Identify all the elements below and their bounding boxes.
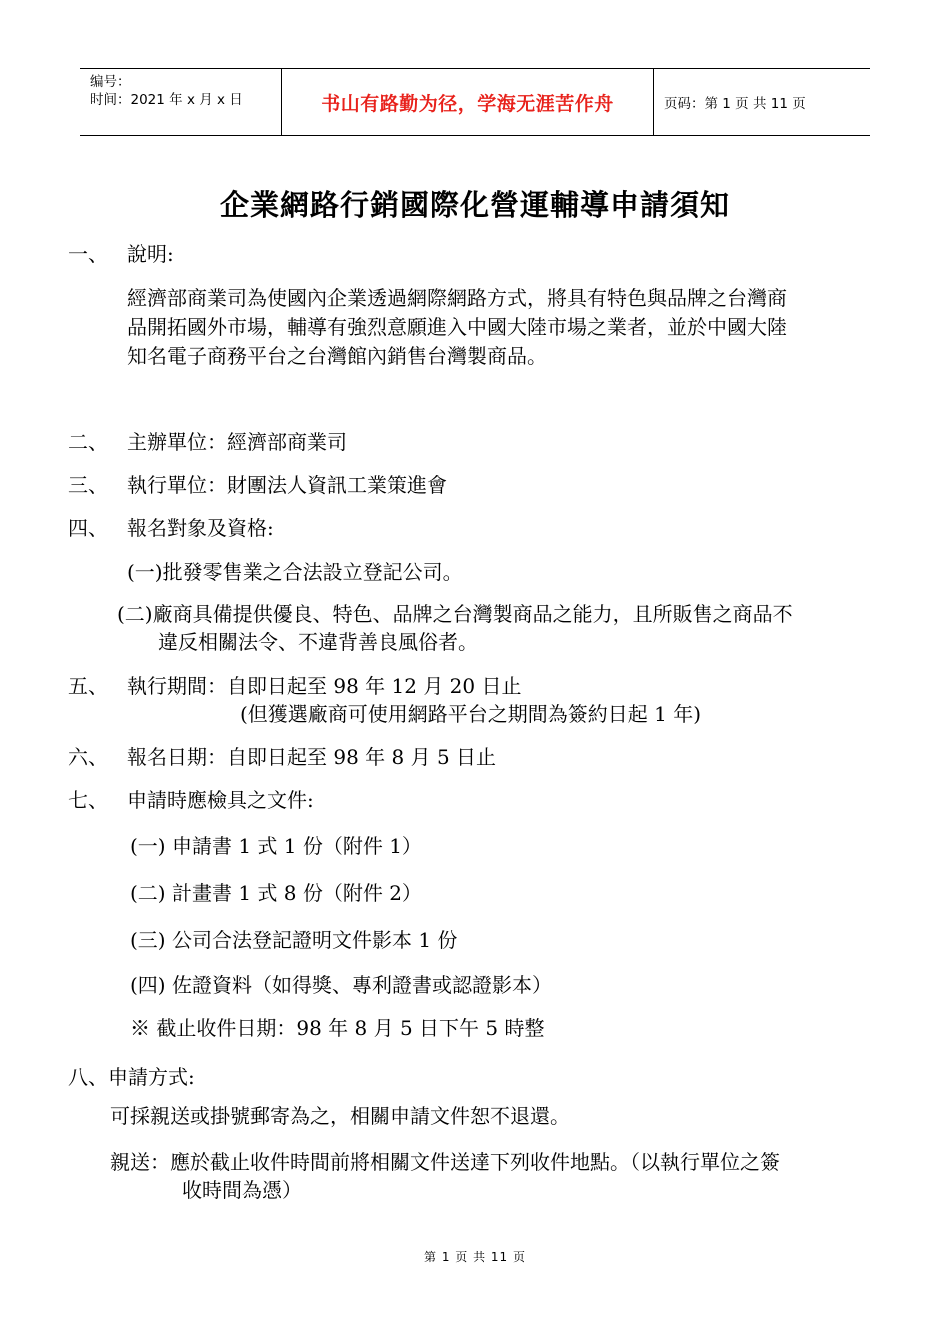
serial-label: 编号： <box>90 74 131 90</box>
section-6-text: 報名日期：自即日起至 98 年 8 月 5 日止 <box>127 745 497 769</box>
section-4-item-2-line-1: (二)廠商具備提供優良、特色、品牌之台灣製商品之能力，且所販售之商品不 <box>117 602 793 626</box>
header-page-info: 页码：第 1 页 共 11 页 <box>664 96 806 112</box>
section-7-item-4: (四) 佐證資料（如得獎、專利證書或認證影本） <box>130 973 552 997</box>
section-5-note: (但獲選廠商可使用網路平台之期間為簽約日起 1 年) <box>240 702 702 726</box>
document-title: 企業網路行銷國際化營運輔導申請須知 <box>219 188 730 222</box>
section-7-deadline: ※ 截止收件日期：98 年 8 月 5 日下午 5 時整 <box>130 1016 545 1040</box>
section-1-body-line-3: 知名電子商務平台之台灣館內銷售台灣製商品。 <box>127 344 547 368</box>
section-3-text: 執行單位：財團法人資訊工業策進會 <box>127 473 447 497</box>
section-2-number: 二、 <box>68 430 108 454</box>
time-label: 时间：2021 年 x 月 x 日 <box>90 92 243 108</box>
section-7-item-1: (一) 申請書 1 式 1 份（附件 1） <box>130 834 422 858</box>
section-1-label: 說明: <box>127 242 174 266</box>
section-3-number: 三、 <box>68 473 108 497</box>
section-4-label: 報名對象及資格: <box>127 516 274 540</box>
section-1-body-line-1: 經濟部商業司為使國內企業透過網際網路方式，將具有特色與品牌之台灣商 <box>127 286 787 310</box>
section-7-label: 申請時應檢具之文件: <box>127 788 314 812</box>
section-4-item-1: (一)批發零售業之合法設立登記公司。 <box>127 560 463 584</box>
section-7-item-3: (三) 公司合法登記證明文件影本 1 份 <box>130 928 458 952</box>
page-header <box>80 68 870 136</box>
page-footer: 第 1 页 共 11 页 <box>424 1250 526 1264</box>
section-5-text: 執行期間：自即日起至 98 年 12 月 20 日止 <box>127 674 522 698</box>
header-motto: 书山有路勤为径，学海无涯苦作舟 <box>281 69 654 135</box>
section-7-item-2: (二) 計畫書 1 式 8 份（附件 2） <box>130 881 422 905</box>
section-2-text: 主辦單位：經濟部商業司 <box>127 430 347 454</box>
section-1-number: 一、 <box>68 242 108 266</box>
section-8-line-1: 可採親送或掛號郵寄為之，相關申請文件恕不退還。 <box>110 1104 570 1128</box>
section-1-body-line-2: 品開拓國外市場，輔導有強烈意願進入中國大陸市場之業者，並於中國大陸 <box>127 315 787 339</box>
section-4-number: 四、 <box>68 516 108 540</box>
section-6-number: 六、 <box>68 745 108 769</box>
section-8-line-2: 親送：應於截止收件時間前將相關文件送達下列收件地點。（以執行單位之簽 <box>110 1150 780 1174</box>
header-meta <box>80 69 281 135</box>
section-5-number: 五、 <box>68 674 108 698</box>
section-8-label: 八、申請方式: <box>68 1065 195 1089</box>
section-4-item-2-line-2: 違反相關法令、不違背善良風俗者。 <box>158 630 478 654</box>
section-7-number: 七、 <box>68 788 108 812</box>
section-8-line-3: 收時間為憑） <box>182 1178 302 1202</box>
